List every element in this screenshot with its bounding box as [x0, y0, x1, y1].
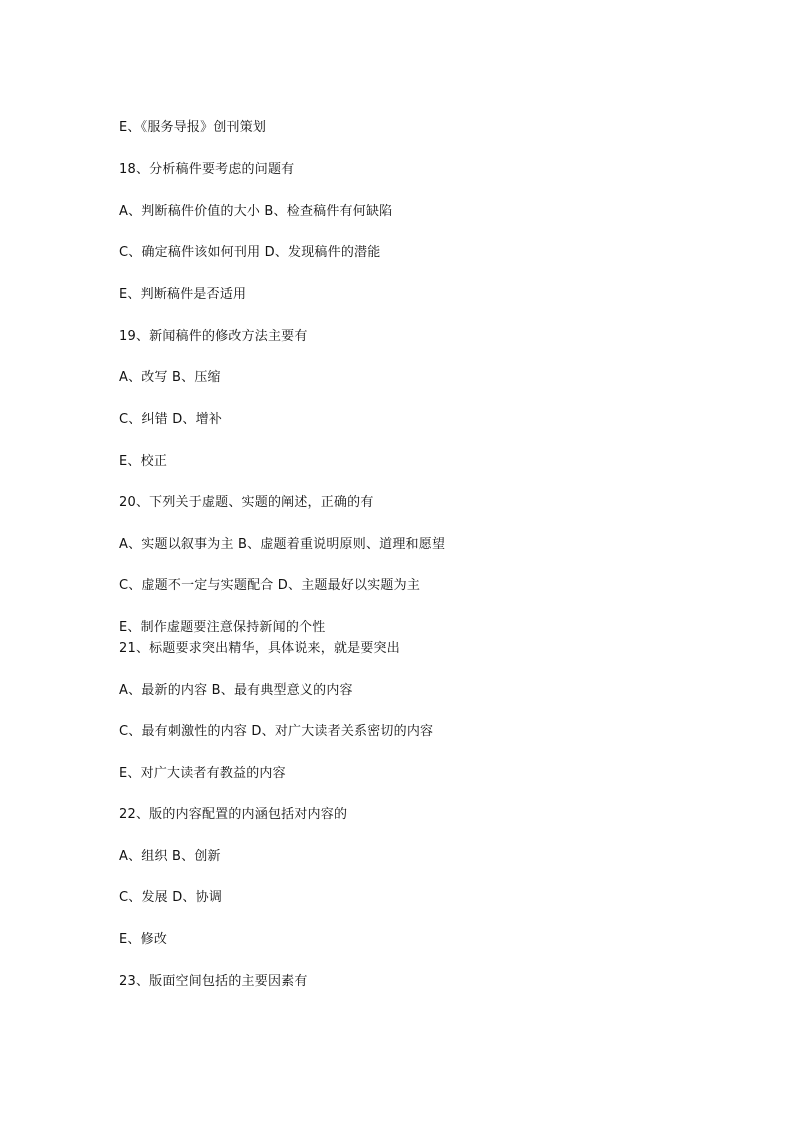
option-line: A、最新的内容 B、最有典型意义的内容 — [119, 683, 353, 698]
option-line: E、修改 — [119, 932, 168, 947]
option-line: C、最有刺激性的内容 D、对广大读者关系密切的内容 — [119, 724, 434, 739]
option-line: E、校正 — [119, 454, 168, 469]
option-line: A、组织 B、创新 — [119, 849, 221, 864]
option-line: E、对广大读者有教益的内容 — [119, 766, 286, 781]
option-line: A、实题以叙事为主 B、虚题着重说明原则、道理和愿望 — [119, 537, 446, 552]
option-line: C、确定稿件该如何刊用 D、发现稿件的潜能 — [119, 245, 381, 260]
option-line: A、改写 B、压缩 — [119, 370, 221, 385]
question-line: 19、新闻稿件的修改方法主要有 — [119, 329, 308, 344]
question-line: 21、标题要求突出精华，具体说来，就是要突出 — [119, 641, 400, 656]
option-line: E、判断稿件是否适用 — [119, 287, 247, 302]
question-line: 20、下列关于虚题、实题的阐述，正确的有 — [119, 495, 374, 510]
question-line: 22、版的内容配置的内涵包括对内容的 — [119, 807, 348, 822]
option-line: A、判断稿件价值的大小 B、检查稿件有何缺陷 — [119, 204, 393, 219]
option-line: C、纠错 D、增补 — [119, 412, 223, 427]
question-line: 18、分析稿件要考虑的问题有 — [119, 162, 295, 177]
option-line: C、发展 D、协调 — [119, 890, 223, 905]
option-line: E、《服务导报》创刊策划 — [119, 120, 267, 135]
option-line: C、虚题不一定与实题配合 D、主题最好以实题为主 — [119, 578, 421, 593]
question-line: 23、版面空间包括的主要因素有 — [119, 974, 308, 989]
option-line: E、制作虚题要注意保持新闻的个性 — [119, 620, 326, 635]
